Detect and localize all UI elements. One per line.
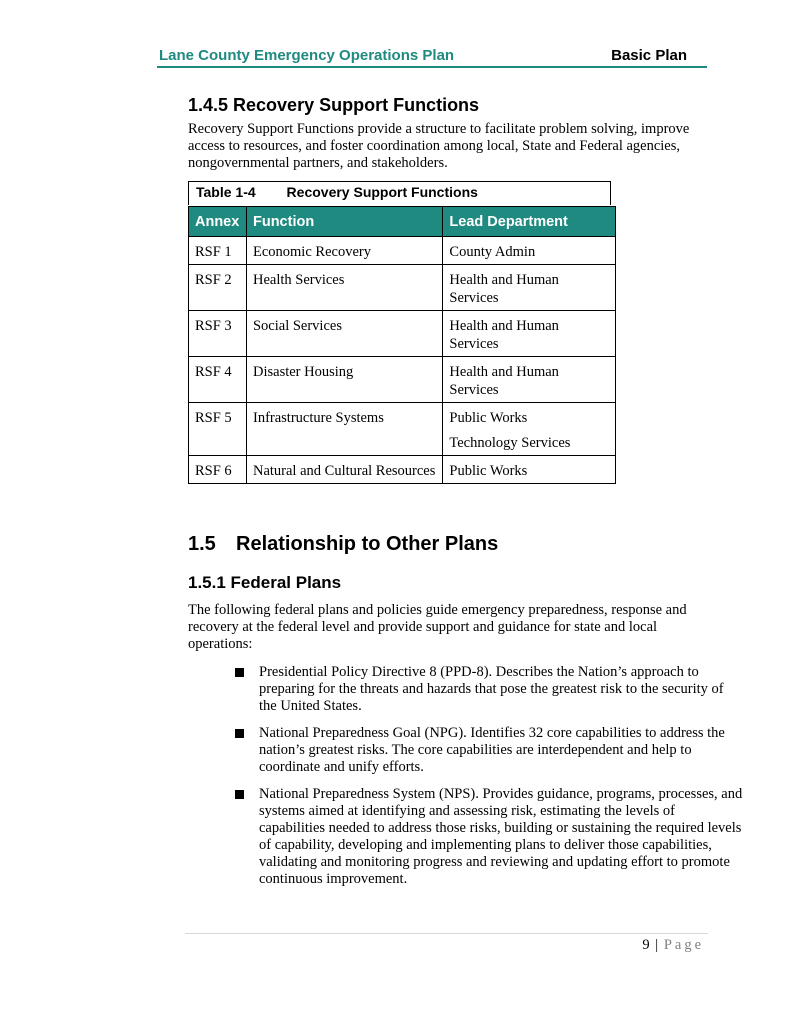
table-header-row bbox=[189, 207, 616, 237]
lead-cell bbox=[443, 265, 616, 311]
function-cell: Economic Recovery bbox=[246, 237, 442, 265]
list-item-text: Presidential Policy Directive 8 (PPD-8). Describes the Nation’s approach to preparing for the threats and hazards that pose the greatest risk to the security of the United States. bbox=[259, 664, 724, 714]
lead-cell bbox=[443, 403, 616, 456]
lead-cell bbox=[443, 237, 616, 265]
table-caption-title: Recovery Support Functions bbox=[286, 184, 478, 200]
square-bullet-icon bbox=[235, 790, 244, 799]
function-cell: Natural and Cultural Resources bbox=[246, 456, 442, 484]
annex-cell: RSF 2 bbox=[189, 265, 247, 311]
lead-cell bbox=[443, 311, 616, 357]
annex-cell: RSF 6 bbox=[189, 456, 247, 484]
footer-separator: | bbox=[655, 937, 659, 953]
list-item bbox=[235, 725, 743, 776]
heading-1-5 bbox=[188, 533, 498, 556]
page-footer bbox=[642, 937, 704, 954]
list-item-text: National Preparedness System (NPS). Provides guidance, programs, processes, and systems aimed at identifying and assessing risk, estimating the levels of capabilities needed to address those risks, building or sustaining the required levels of capability, developing and implementing plans to deliver those capabilities, validating and monitoring progress and reviewing and updating effort to promote continuous improvement. bbox=[259, 786, 743, 887]
heading-1-5-1: 1.5.1 Federal Plans bbox=[188, 573, 342, 592]
table-row bbox=[189, 403, 616, 456]
page-header bbox=[157, 47, 707, 68]
federal-plans-list bbox=[235, 664, 743, 898]
annex-cell: RSF 5 bbox=[189, 403, 247, 456]
annex-cell: RSF 1 bbox=[189, 237, 247, 265]
section-number: 1.5 bbox=[188, 533, 216, 555]
lead-department: Health and Human Services bbox=[449, 272, 559, 306]
lead-department: Health and Human Services bbox=[449, 318, 559, 352]
lead-department: Public Works bbox=[449, 463, 528, 479]
square-bullet-icon bbox=[235, 668, 244, 677]
lead-department: Technology Services bbox=[449, 435, 571, 451]
table-caption-number: Table 1-4 bbox=[196, 184, 256, 200]
page-number: 9 bbox=[642, 937, 650, 953]
section-title: Basic Plan bbox=[611, 47, 687, 64]
intro-paragraph-rsf: Recovery Support Functions provide a structure to facilitate problem solving, improve access to resources, and foster coordination among local, State and Federal agencies, nongovernmental partners, and stakeholders. bbox=[188, 121, 690, 171]
annex-cell: RSF 4 bbox=[189, 357, 247, 403]
list-item bbox=[235, 786, 743, 888]
lead-cell bbox=[443, 357, 616, 403]
column-header-function: Function bbox=[246, 207, 442, 237]
lead-cell bbox=[443, 456, 616, 484]
table-row bbox=[189, 265, 616, 311]
footer-divider bbox=[185, 933, 708, 934]
table-caption bbox=[188, 181, 611, 205]
table-row bbox=[189, 357, 616, 403]
table-row bbox=[189, 456, 616, 484]
function-cell: Social Services bbox=[246, 311, 442, 357]
lead-department: County Admin bbox=[449, 244, 536, 260]
column-header-annex: Annex bbox=[189, 207, 247, 237]
function-cell: Disaster Housing bbox=[246, 357, 442, 403]
page-label: Page bbox=[663, 937, 704, 953]
list-item bbox=[235, 664, 743, 715]
function-cell: Health Services bbox=[246, 265, 442, 311]
lead-department: Public Works bbox=[449, 410, 528, 426]
rsf-table bbox=[188, 206, 616, 484]
annex-cell: RSF 3 bbox=[189, 311, 247, 357]
heading-1-4-5: 1.4.5 Recovery Support Functions bbox=[188, 95, 480, 115]
lead-department: Health and Human Services bbox=[449, 364, 559, 398]
table-row bbox=[189, 237, 616, 265]
column-header-lead: Lead Department bbox=[443, 207, 616, 237]
section-title-text: Relationship to Other Plans bbox=[236, 533, 499, 555]
function-cell: Infrastructure Systems bbox=[246, 403, 442, 456]
document-title: Lane County Emergency Operations Plan bbox=[159, 47, 455, 64]
list-item-text: National Preparedness Goal (NPG). Identifies 32 core capabilities to address the nation’s greatest risks. The core capabilities are interdependent and help to coordinate and unify efforts. bbox=[259, 725, 725, 775]
table-row bbox=[189, 311, 616, 357]
square-bullet-icon bbox=[235, 729, 244, 738]
intro-paragraph-federal: The following federal plans and policies guide emergency preparedness, response and recovery at the federal level and provide support and guidance for state and local operations: bbox=[188, 602, 687, 652]
